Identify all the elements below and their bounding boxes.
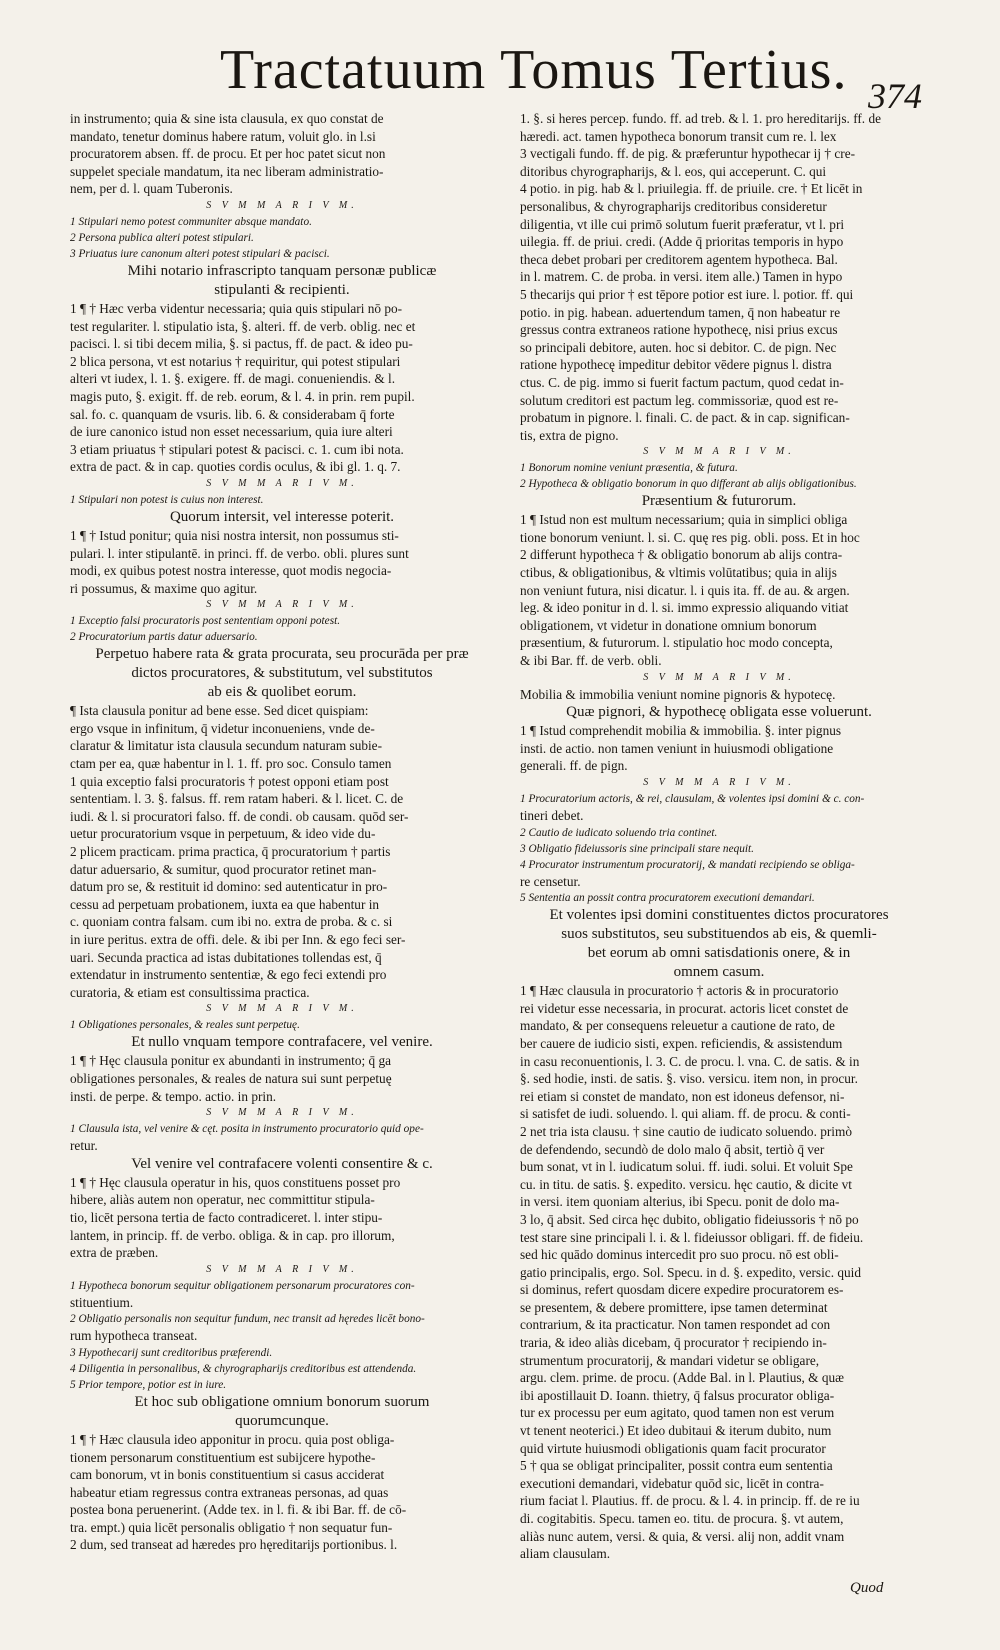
right-text-line: potio. in pig. habean. aduertendum tamen, q̄ non habeatur re — [520, 304, 841, 320]
left-summary-item: 1 Stipulari nemo potest communiter absque mandato. — [70, 215, 312, 228]
right-summary-heading: S V M M A R I V M. — [643, 777, 795, 788]
right-summary-item: 4 Procurator instrumentum procuratorij, & mandati recipiendo se obliga- — [520, 858, 855, 871]
right-text-line: so principali debitore, auten. hoc si debitor. C. de pign. Nec — [520, 339, 837, 355]
right-text-line: si dominus, refert quosdam dicere expedire procuratorem es- — [520, 1282, 844, 1298]
right-summary-item: 1 Procuratorium actoris, & rei, clausulam, & volentes ipsi domini & c. con- — [520, 793, 865, 805]
right-summary-item: 2 Cautio de iudicato soluendo tria continet. — [520, 826, 718, 839]
left-summary-heading: S V M M A R I V M. — [206, 199, 358, 211]
left-text-line: 1 ¶ † Hęc clausula operatur in his, quos constituens posset pro — [70, 1174, 401, 1190]
right-text-line: diligentia, vt ille cui primō solutum fuerit præferatur, vt l. pri — [520, 216, 845, 232]
left-summary-item: 4 Diligentia in personalibus, & chyrographarijs creditoribus est attendenda. — [70, 1362, 417, 1375]
left-text-line: claratur & limitatur ista clausula secundum naturam subie- — [70, 738, 383, 754]
left-summary-item: 1 Clausula ista, vel venire & cęt. posita in instrumento procuratorio quid ope- — [70, 1123, 424, 1136]
right-text-line: præsentium, & futurorum. l. stipulatio hoc modo concepta, — [520, 635, 833, 651]
right-text-line: theca debet probari per creditorem agentem hypotheca. Bal. — [520, 251, 838, 267]
left-text-line: 2 blica persona, vt est notarius † requiritur, qui potest stipulari — [70, 353, 401, 369]
left-text-line: habeatur etiam regressus contra extraneas personas, ad quas — [70, 1484, 389, 1500]
left-summary-item: 2 Persona publica alteri potest stipulari. — [70, 231, 254, 244]
right-text-line: gatio principalis, ergo. Sol. Specu. in d. §. expedito, versic. quid — [520, 1264, 861, 1280]
right-text-line: uilegia. ff. de priui. credi. (Adde q̄ prioritas temporis in hypo — [520, 234, 844, 250]
right-text-line: tione bonorum veniunt. l. si. C. quę res pig. obli. poss. Et in hoc — [520, 529, 860, 545]
left-section-heading: Et hoc sub obligatione omnium bonorum suorum — [134, 1393, 430, 1410]
right-section-heading: Quæ pignori, & hypothecę obligata esse voluerunt. — [566, 704, 872, 721]
left-section-heading: dictos procuratores, & substitutum, vel substitutos — [131, 665, 433, 682]
right-section-heading: suos substitutos, seu substituendos ab eis, & quemli- — [561, 926, 877, 943]
left-text-line: 2 plicem practicam. prima practica, q̄ procuratorium † partis — [70, 844, 391, 860]
right-text-line: ctibus, & obligationibus, & vltimis volūtatibus; quia in alijs — [520, 565, 837, 581]
right-summary-item: 5 Sententia an possit contra procuratorem executioni demandari. — [520, 892, 815, 905]
right-text-line: 5 † qua se obligat principaliter, possit contra eum sententia — [520, 1458, 833, 1474]
left-text-line: tio, licēt persona tertia de facto contradiceret. l. inter stipu- — [70, 1209, 383, 1225]
right-text-line: non veniunt futura, nisi dicatur. l. i quis ita. ff. de au. & argen. — [520, 582, 850, 598]
catchword: Quod — [850, 1580, 884, 1596]
right-text-line: quid virtute huiusmodi obligationis quam facit procurator — [520, 1440, 826, 1456]
page-number: 374 — [868, 76, 922, 116]
left-summary-item: 3 Priuatus iure canonum alteri potest stipulari & pacisci. — [70, 247, 330, 260]
left-text-line: alteri vt iudex, l. 1. §. exigere. ff. de magi. conueniendis. & l. — [70, 371, 396, 387]
left-section-heading: quorumcunque. — [235, 1412, 329, 1429]
left-summary-item: 2 Procuratorium partis datur aduersario. — [70, 631, 258, 644]
left-text-line: iudi. & l. si procuratori falso. ff. de condi. ob causam. quōd ser- — [70, 808, 409, 824]
left-text-line: 2 dum, sed transeat ad hæredes pro hęreditarijs portionibus. l. — [70, 1537, 398, 1553]
left-text-line: obligationes personales, & reales de natura sui sunt perpetuę — [70, 1070, 392, 1086]
right-text-line: insti. de actio. non tamen veniunt in huiusmodi obligatione — [520, 740, 834, 756]
left-text-line: postea bona peruenerint. (Adde tex. in l. fi. & ibi Bar. ff. de cō- — [70, 1502, 407, 1518]
right-text-line: & ibi Bar. ff. de verb. obli. — [520, 653, 662, 669]
left-text-line: sententiam. l. 3. §. falsus. ff. rem ratam haberi. & l. licet. C. de — [70, 791, 404, 807]
right-text-line: re censetur. — [520, 873, 581, 889]
right-text-line: 3 lo, q̄ absit. Sed circa hęc dubito, obligatio fideiussoris † nō po — [520, 1211, 859, 1227]
left-column — [70, 110, 494, 1554]
right-text-line: probatum in pignore. l. finali. C. de pact. & in cap. significan- — [520, 410, 850, 426]
left-text-line: ctam per ea, quæ habentur in l. 1. ff. pro soc. Consulo tamen — [70, 756, 392, 772]
right-text-line: ctus. C. de pig. immo si fuerit factum pactum, quod cedat in- — [520, 374, 844, 390]
left-text-line: extendatur in instrumento sententiæ, & ego feci extendi pro — [70, 967, 387, 983]
right-summary-heading: S V M M A R I V M. — [643, 671, 795, 683]
left-section-heading: ab eis & quolibet eorum. — [207, 684, 357, 701]
left-text-line: 3 etiam priuatus † stipulari potest & pacisci. c. 1. cum ibi nota. — [70, 441, 404, 457]
left-text-line: c. quoniam contra falsam. cum ibi no. extra de proba. & c. si — [70, 914, 393, 930]
left-text-line: ri possumus, & maxime quo agitur. — [70, 580, 258, 596]
left-section-heading: Vel venire vel contrafacere volenti consentire & c. — [131, 1155, 433, 1172]
left-text-line: hibere, aliàs autem non operatur, nec committitur stipula- — [70, 1192, 375, 1208]
right-text-line: si satisfet de iudi. soluendo. l. qui aliam. ff. de procu. & conti- — [520, 1106, 851, 1122]
right-column — [520, 110, 918, 1563]
left-text-line: de iure canonico istud non esset necessarium, quia iure alteri — [70, 424, 393, 440]
left-text-line: uari. Secunda practica ad istas dubitationes tollendas est, q̄ — [70, 949, 382, 965]
right-text-line: aliàs nunc autem, versi. & quia, & versi. alij non, addit vnam — [520, 1528, 845, 1544]
right-text-line: ditoribus chyrographarijs, & l. eos, qui acceperunt. C. qui — [520, 163, 827, 179]
left-text-line: datum pro se, & restituit id domino: sed autenticatur in pro- — [70, 879, 388, 895]
right-section-heading: Et volentes ipsi domini constituentes dictos procuratores — [549, 907, 889, 924]
right-text-line: Mobilia & immobilia veniunt nomine pignoris & hypotecę. — [520, 686, 836, 702]
right-text-line: cu. in titu. de satis. §. expedito. versicu. hęc cautio, & dicite vt — [520, 1176, 852, 1192]
right-text-line: 1 ¶ Hæc clausula in procuratorio † actoris & in procuratorio — [520, 983, 839, 999]
right-summary-heading: S V M M A R I V M. — [643, 446, 795, 458]
right-text-line: obligationem, vt videtur in donatione omnium bonorum — [520, 617, 817, 633]
left-section-heading: Quorum intersit, vel interesse poterit. — [169, 508, 395, 525]
right-summary-item: 1 Bonorum nomine veniunt præsentia, & futura. — [520, 462, 738, 475]
left-text-line: sal. fo. c. quanquam de vsuris. lib. 6. & considerabam q̄ forte — [70, 406, 395, 422]
left-text-line: tionem personarum constituentium est subijcere hypothe- — [70, 1449, 376, 1465]
right-text-line: tineri debet. — [520, 808, 584, 823]
left-text-line: ¶ Ista clausula ponitur ad bene esse. Sed dicet quispiam: — [70, 703, 369, 719]
right-text-line: solutum creditori est pactum leg. commissoriæ, quod est re- — [520, 392, 839, 408]
left-section-heading: Perpetuo habere rata & grata procurata, seu procurāda per præ — [95, 646, 469, 663]
left-summary-item: 1 Hypotheca bonorum sequitur obligationem personarum procuratores con- — [70, 1279, 415, 1292]
left-text-line: test regulariter. l. stipulatio ista, §. alteri. ff. de verb. oblig. nec et — [70, 318, 416, 334]
left-text-line: modi, ex quibus potest nostra interesse, quot modis negocia- — [70, 563, 392, 579]
left-text-line: suppelet speciale mandatum, ita nec liberam administratio- — [70, 163, 384, 179]
right-section-heading: Præsentium & futurorum. — [641, 493, 797, 510]
right-text-line: in versi. item quoniam alterius, ibi Specu. ponit de dolo ma- — [520, 1194, 840, 1210]
right-text-line: hæredi. act. tamen hypotheca bonorum transit cum re. l. lex — [520, 128, 837, 144]
right-text-line: bum sonat, vt in l. iudicatum solui. ff. iudi. solui. Et voluit Spe — [520, 1159, 853, 1175]
left-section-heading: stipulanti & recipienti. — [214, 281, 350, 298]
left-text-line: procuratorem absen. ff. de procu. Et per hoc patet sicut non — [70, 146, 386, 162]
left-text-line: 1 ¶ † Hæc verba videntur necessaria; quia quis stipulari nō po- — [70, 300, 403, 316]
right-text-line: rium faciat l. Plautius. ff. de procu. & l. 4. in princip. ff. de re iu — [520, 1493, 860, 1509]
right-text-line: gressus contra extraneos ratione hypothecę, nisi prius excus — [520, 322, 838, 338]
left-summary-heading: S V M M A R I V M. — [206, 1107, 358, 1119]
right-text-line: test stare sine principali l. i. & l. fideiussor obligari. ff. de fideiu. — [520, 1229, 864, 1245]
left-text-line: in instrumento; quia & sine ista clausula, ex quo constat de — [70, 111, 384, 126]
left-text-line: magis puto, §. exigit. ff. de reb. eorum, & l. 4. in prin. rem pupil. — [70, 388, 415, 404]
right-text-line: tur ex processu per eum agitato, quod tamen non est verum — [520, 1405, 835, 1421]
right-text-line: generali. ff. de pign. — [520, 758, 628, 774]
right-text-line: di. cogitabitis. Specu. tamen eo. titu. de procura. §. vt autem, — [520, 1511, 844, 1526]
right-text-line: 1. §. si heres percep. fundo. ff. ad treb. & l. 1. pro hereditarijs. ff. de — [520, 111, 882, 126]
right-text-line: 5 thecarijs qui prior † est tēpore potior est iure. l. potior. ff. qui — [520, 286, 854, 302]
left-summary-heading: S V M M A R I V M. — [206, 477, 358, 489]
right-text-line: strumentum procuratorij, & mandari videtur se obligare, — [520, 1352, 820, 1368]
left-text-line: in iure peritus. extra de offi. dele. & ibi per Inn. & ego feci ser- — [70, 932, 406, 947]
right-section-heading: bet eorum ab omni satisdationis onere, & in — [587, 945, 851, 962]
left-summary-item: 3 Hypothecarij sunt creditoribus præferendi. — [70, 1346, 273, 1359]
right-text-line: §. sed hodie, insti. de satis. §. viso. versicu. item non, in procur. — [520, 1071, 858, 1087]
left-text-line: retur. — [70, 1138, 98, 1154]
right-text-line: se presentem, & debere promittere, ipse tamen determinat — [520, 1299, 828, 1315]
left-text-line: 1 ¶ † Hæc clausula ideo apponitur in procu. quia post obliga- — [70, 1431, 395, 1447]
right-text-line: 4 potio. in pig. hab & l. priuilegia. ff. de priuile. cre. † Et licēt in — [520, 181, 863, 197]
right-section-heading: omnem casum. — [673, 964, 765, 981]
right-text-line: personalibus, & chyrographarijs creditoribus consideretur — [520, 198, 827, 214]
right-text-line: 1 ¶ Istud comprehendit mobilia & immobilia. §. inter pignus — [520, 723, 842, 739]
left-text-line: curatoria, & etiam est consultissima practica. — [70, 984, 310, 1000]
right-text-line: ratione hypothecę impeditur debitor vēdere pignus l. distra — [520, 357, 832, 373]
right-text-line: ber cauere de iudicio sisti, expen. reficiendis, & assistendum — [520, 1035, 843, 1051]
right-summary-item: 2 Hypotheca & obligatio bonorum in quo differant ab alijs obligationibus. — [520, 478, 857, 491]
right-text-line: rei etiam si constet de mandato, non est idoneus defensor, ni- — [520, 1088, 845, 1104]
left-text-line: nem, per d. l. quam Tuberonis. — [70, 181, 233, 197]
right-text-line: executioni demandari, videbatur quōd sic, licēt in contra- — [520, 1475, 824, 1491]
left-text-line: stituentium. — [70, 1294, 134, 1310]
left-summary-heading: S V M M A R I V M. — [206, 599, 358, 611]
left-text-line: mandato, tenetur dominus habere ratum, voluit glo. in l.si — [70, 128, 376, 144]
right-text-line: leg. & ideo ponitur in d. l. si. immo expressio aliquando vitiat — [520, 600, 849, 616]
right-text-line: 2 net tria ista clausu. † sine cautio de iudicato soluendo. primò — [520, 1123, 852, 1139]
running-title: Tractatuum Tomus Tertius. — [220, 39, 848, 101]
right-text-line: tis, extra de pigno. — [520, 427, 619, 443]
right-text-line: de defendendo, secundò de dolo malo q̄ absit, tertiò q̄ ver — [520, 1141, 825, 1157]
left-text-line: insti. de perpe. & tempo. actio. in prin. — [70, 1088, 277, 1104]
right-text-line: in l. matrem. C. de proba. in versi. item alle.) Tamen in hypo — [520, 269, 843, 285]
left-summary-item: 1 Exceptio falsi procuratoris post sententiam opponi potest. — [70, 615, 341, 628]
right-text-line: 2 differunt hypotheca † & obligatio bonorum ab alijs contra- — [520, 547, 843, 563]
left-text-line: lantem, in princip. ff. de verbo. obliga. & in cap. pro illorum, — [70, 1227, 395, 1243]
left-text-line: 1 quia exceptio falsi procuratoris † potest opponi etiam post — [70, 773, 389, 789]
left-section-heading: Mihi notario infrascripto tanquam personæ publicæ — [127, 262, 437, 279]
right-text-line: in casu reconuentionis, l. 3. C. de procu. l. vna. C. de satis. & in — [520, 1053, 860, 1069]
left-summary-item: 1 Obligationes personales, & reales sunt perpetuę. — [70, 1019, 300, 1032]
right-text-line: rei videtur esse necessaria, in procurat. actoris licet constet de — [520, 1000, 849, 1016]
right-text-line: contrarium, & ita practicatur. Non tamen respondet ad con — [520, 1317, 831, 1333]
right-text-line: 3 vectigali fundo. ff. de pig. & præferuntur hypothecar ij † cre- — [520, 146, 856, 162]
left-text-line: tra. empt.) quia licēt personalis obligatio † non sequatur fun- — [70, 1519, 393, 1535]
left-summary-item: 1 Stipulari non potest is cuius non interest. — [70, 493, 264, 506]
left-text-line: extra de pact. & in cap. quoties cordis oculus, & ibi gl. 1. q. 7. — [70, 459, 401, 475]
left-text-line: pulari. l. inter stipulantē. in princi. ff. de verbo. obli. plures sunt — [70, 545, 409, 561]
left-summary-item: 5 Prior tempore, potior est in iure. — [70, 1378, 227, 1391]
left-text-line: uetur procuratorium vsque in perpetuum, & ideo vide du- — [70, 826, 376, 842]
left-summary-heading: S V M M A R I V M. — [206, 1003, 358, 1015]
right-text-line: aliam clausulam. — [520, 1546, 611, 1562]
left-text-line: datur aduersario, & sumitur, quod procurator retinet man- — [70, 861, 377, 877]
left-section-heading: Et nullo vnquam tempore contrafacere, vel venire. — [131, 1034, 433, 1051]
right-text-line: 1 ¶ Istud non est multum necessarium; quia in simplici obliga — [520, 512, 848, 528]
left-text-line: pacisci. l. si tibi decem milia, §. si pactus, ff. de pact. & ideo pu- — [70, 336, 413, 352]
right-text-line: traria, & ideo aliàs dicebam, q̄ procurator † recipiendo in- — [520, 1335, 827, 1351]
right-text-line: argu. clem. prime. de procu. (Adde Bal. in l. Plautius, & quæ — [520, 1370, 844, 1386]
left-text-line: rum hypotheca transeat. — [70, 1328, 198, 1344]
left-summary-item: 2 Obligatio personalis non sequitur fundum, nec transit ad hęredes licēt bono- — [70, 1313, 425, 1326]
right-text-line: ibi apostillauit D. Ioann. thietry, q̄ falsus procurator obliga- — [520, 1387, 835, 1403]
left-text-line: cam bonorum, vt in bonis constituentium si casus acciderat — [70, 1467, 385, 1483]
right-text-line: vt tenent neoterici.) Et ideo dubitaui & iterum dubito, num — [520, 1423, 832, 1439]
left-text-line: 1 ¶ † Hęc clausula ponitur ex abundanti in instrumento; q̄ ga — [70, 1053, 392, 1069]
right-text-line: sed hic quādo dominus intercedit pro suo procu. nō est obli- — [520, 1247, 839, 1263]
left-text-line: ergo vsque in infinitum, q̄ videtur inconueniens, vnde de- — [70, 720, 375, 736]
left-text-line: cessu ad perpetuam probationem, iuxta ea que habentur in — [70, 896, 380, 912]
left-text-line: extra de præben. — [70, 1245, 159, 1261]
left-summary-heading: S V M M A R I V M. — [206, 1263, 358, 1275]
right-summary-item: 3 Obligatio fideiussoris sine principali stare nequit. — [520, 842, 754, 855]
right-text-line: mandato, & per consequens releuetur a cautione de rato, de — [520, 1018, 835, 1034]
left-text-line: 1 ¶ † Istud ponitur; quia nisi nostra intersit, non possumus sti- — [70, 527, 399, 543]
